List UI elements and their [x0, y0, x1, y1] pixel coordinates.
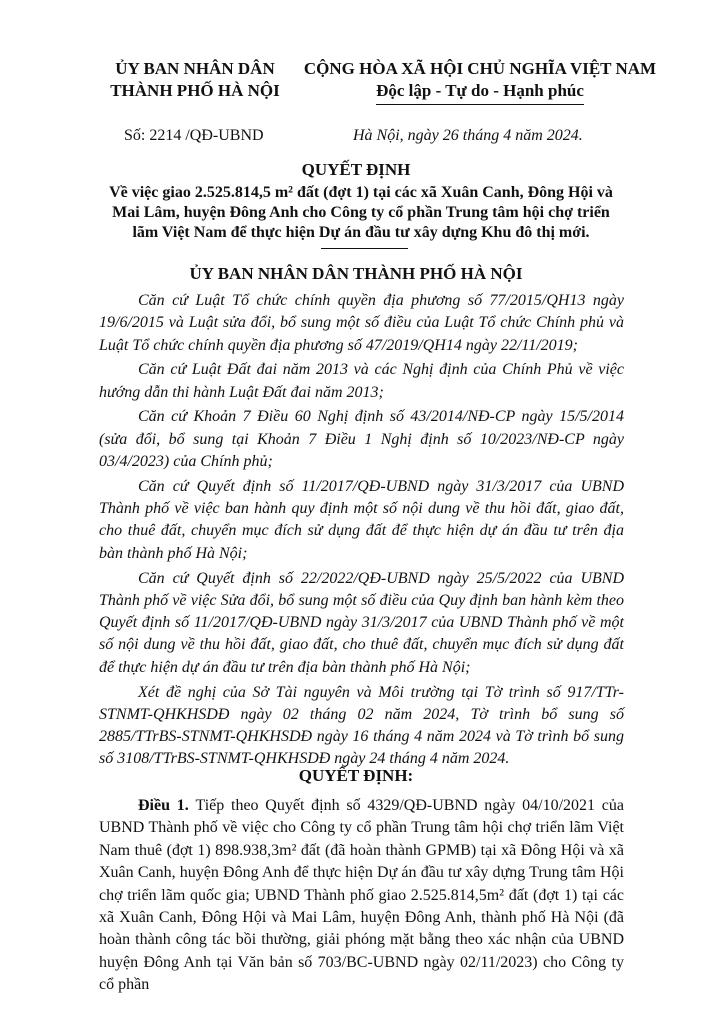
nation-motto: Độc lập - Tự do - Hạnh phúc	[376, 80, 584, 105]
subject-underline	[321, 248, 408, 249]
issuing-agency	[100, 58, 290, 102]
preamble-paragraph: Căn cứ Quyết định số 22/2022/QĐ-UBND ngày 25/5/2022 của UBND Thành phố về việc Sửa đổi, bổ sung một số điều của Quy định ban hành kèm theo Quyết định số 11/2017/QĐ-UBND ngày 31/3/2017 của UBND Thành phố về một số nội dung về thu hồi đất, giao đất, cho thuê đất, chuyển mục đích sử dụng đất để thực hiện dự án đầu tư trên địa bàn thành phố Hà Nội;	[99, 569, 624, 676]
article-1-text: Tiếp theo Quyết định số 4329/QĐ-UBND ngày 04/10/2021 của UBND Thành phố về việc cho Công ty cổ phần Trung tâm hội chợ triển lãm Việt Nam thuê (đợt 1) 898.938,3m² đất (đã hoàn thành GPMB) tại xã Đông Hội và xã Xuân Canh, huyện Đông Anh để thực hiện Dự án đầu tư xây dựng Trung tâm Hội chợ triển lãm quốc gia; UBND Thành phố giao 2.525.814,5m² đất (đợt 1) tại các xã Xuân Canh, Đông Hội và Mai Lâm, huyện Đông Anh, thành phố Hà Nội (đã hoàn thành công tác bồi thường, giải phóng mặt bằng theo xác nhận của UBND huyện Đông Anh tại Văn bản số 703/BC-UBND ngày 02/11/2023) cho Công ty cổ phần	[99, 797, 624, 994]
preamble-paragraph: Căn cứ Khoản 7 Điều 60 Nghị định số 43/2014/NĐ-CP ngày 15/5/2014 (sửa đổi, bổ sung tại Khoản 7 Điều 1 Nghị định số 10/2023/NĐ-CP ngày 03/4/2023) của Chính phủ;	[99, 408, 624, 471]
preamble-paragraph: Căn cứ Luật Tổ chức chính quyền địa phương số 77/2015/QH13 ngày 19/6/2015 và Luật sửa đổi, bổ sung một số điều của Luật Tổ chức Chính phủ và Luật Tổ chức chính quyền địa phương số 47/2019/QH14 ngày 22/11/2019;	[99, 292, 624, 354]
preamble-paragraph: Căn cứ Quyết định số 11/2017/QĐ-UBND ngày 31/3/2017 của UBND Thành phố về việc ban hành quy định một số nội dung về thu hồi đất, giao đất, cho thuê đất, chuyển mục đích sử dụng đất để thực hiện dự án đầu tư trên địa bàn thành phố Hà Nội;	[99, 477, 624, 562]
document-number: Số: 2214 /QĐ-UBND	[124, 127, 264, 144]
preamble-paragraph: Xét đề nghị của Sở Tài nguyên và Môi trường tại Tờ trình số 917/TTr-STNMT-QHKHSDĐ ngày 02 tháng 02 năm 2024, Tờ trình bổ sung số 2885/TTrBS-STNMT-QHKHSDĐ ngày 16 tháng 4 năm 2024 và Tờ trình bổ sung số 3108/TTrBS-STNMT-QHKHSDĐ ngày 24 tháng 4 năm 2024.	[99, 683, 624, 768]
article-1	[99, 795, 624, 997]
issuing-authority: ỦY BAN NHÂN DÂN THÀNH PHỐ HÀ NỘI	[189, 264, 523, 283]
article-1-label: Điều 1.	[138, 797, 196, 814]
preamble	[99, 290, 624, 773]
national-motto	[284, 58, 676, 105]
document-date: Hà Nội, ngày 26 tháng 4 năm 2024.	[353, 127, 583, 144]
preamble-paragraph: Căn cứ Luật Đất đai năm 2013 và các Nghị định của Chính Phủ về việc hướng dẫn thi hành Luật Đất đai năm 2013;	[99, 361, 624, 401]
nation-name: CỘNG HÒA XÃ HỘI CHỦ NGHĨA VIỆT NAM	[303, 59, 657, 78]
decision-heading: QUYẾT ĐỊNH:	[298, 766, 414, 785]
agency-line-1: ỦY BAN NHÂN DÂN	[115, 59, 275, 78]
document-title: QUYẾT ĐỊNH	[301, 160, 411, 179]
document-subject: Về việc giao 2.525.814,5 m² đất (đợt 1) tại các xã Xuân Canh, Đông Hội và Mai Lâm, huyện Đông Anh cho Công ty cổ phần Trung tâm hội chợ triển lãm Việt Nam để thực hiện Dự án đầu tư xây dựng Khu đô thị mới.	[109, 184, 613, 241]
agency-line-2: THÀNH PHỐ HÀ NỘI	[110, 81, 280, 100]
